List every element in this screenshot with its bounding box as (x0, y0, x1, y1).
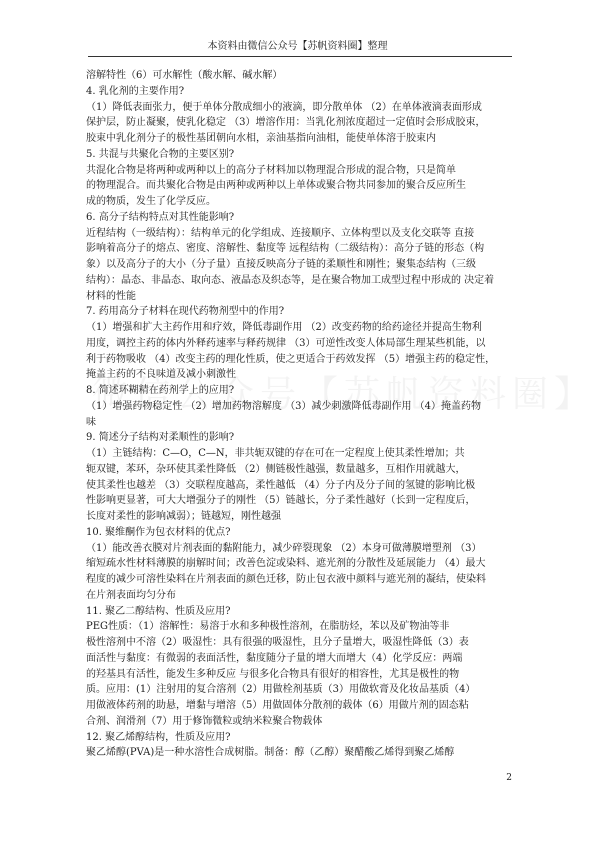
text-line: 保护层，防止凝聚，使乳化稳定 （3）增溶作用：当乳化剂浓度超过一定值时会形成胶束， (86, 117, 486, 129)
text-line: 用做液体药剂的助悬，增黏与增溶（5）用做固体分散剂的载体（6）用做片剂的固态粘 (86, 700, 469, 711)
text-line: 性影响更显著，可大大增强分子的刚性 （5）链越长，分子柔性越好（长到一定程度后， (86, 495, 476, 507)
text-line: 掩盖主药的不良味道及减小刺激性 (86, 369, 236, 381)
page-number: 2 (506, 773, 512, 783)
text-line: 味 (86, 416, 96, 428)
text-line: 象）以及高分子的大小（分子量）直接反映高分子链的柔顺性和刚性；聚集态结构（三级 (86, 259, 476, 270)
text-line: 共混化合物是将两种或两种以上的高分子材料加以物理混合形成的混合物，只是简单 (86, 164, 456, 176)
text-line: 使其柔性也越差 （3）交联程度越高，柔性越低 （4）分子内及分子间的氢键的影响比极 (86, 479, 476, 491)
text-line: 结构）：晶态、非晶态、取向态、液晶态及织态等，是在聚合物加工成型过程中形成的 决定着 (86, 274, 495, 286)
text-line: 的物理混合。而共聚化合物是由两种或两种以上单体或聚合物共同参加的聚合反应所生 (86, 180, 466, 192)
text-line: PEG性质：（1）溶解性：易溶于水和多种极性溶剂，在脂肪烃，苯以及矿物油等非 (86, 621, 450, 633)
text-line: 极性溶剂中不溶（2）吸湿性：具有很强的吸湿性，且分子量增大，吸湿性降低（3）表 (86, 637, 469, 648)
text-line: 11. 聚乙二醇结构、性质及应用? (86, 605, 231, 617)
page-header: 本资料由微信公众号【苏帆资料圈】整理 (207, 41, 388, 52)
text-line: 7. 药用高分子材料在现代药物剂型中的作用? (86, 306, 285, 318)
text-line: 胶束中乳化剂分子的极性基团朝向水相，亲油基指向油相，能使单体溶于胶束内 (86, 133, 436, 144)
text-line: 质。应用：(1）注射用的复合溶剂（2）用做栓剂基质（3）用做软膏及化妆品基质（4） (86, 684, 476, 696)
text-line: 材料的性能 (86, 290, 136, 302)
text-line: 10. 聚维酮作为包衣材料的优点? (86, 526, 231, 538)
text-line: （1）增强药物稳定性 （2）增加药物溶解度 （3）减少刺激降低毒副作用 （4）掩盖药物 (86, 400, 481, 412)
text-line: 的羟基具有活性，能发生多种反应 与很多化合物具有很好的相容性，尤其是极性的物 (86, 668, 460, 680)
text-line: 6. 高分子结构特点对其性能影响? (86, 211, 235, 223)
text-line: 缩短疏水性材料薄膜的崩解时间；改善色淀或染料、遮光剂的分散性及延展能力 （4）最大 (86, 558, 486, 570)
text-line: （1）能改善衣膜对片剂表面的黏附能力，减少碎裂现象 （2）本身可做薄膜增塑剂 （3） (86, 542, 482, 554)
document-body (86, 68, 516, 761)
text-line: （1）降低表面张力，便于单体分散成细小的液滴，即分散单体 （2）在单体液滴表面形成 (86, 101, 482, 113)
text-line: 程度的减少可溶性染料在片剂表面的颜色迁移，防止包衣液中颜料与遮光剂的凝结，使染料 (86, 574, 486, 585)
text-line: 用度，调控主药的体内外释药速率与释药规律 （3）可逆性改变人体局部生理某些机能，以 (86, 337, 486, 349)
text-line: 8. 简述环糊精在药剂学上的应用? (86, 385, 235, 396)
text-line: 4. 乳化剂的主要作用? (86, 85, 185, 97)
text-line: 5. 共混与共聚化合物的主要区别? (86, 148, 235, 160)
text-line: 近程结构（一级结构）：结构单元的化学组成、连接顺序、立体构型以及支化交联等 直接 (86, 227, 475, 239)
text-line: 12. 聚乙烯醇结构，性质及应用? (86, 731, 231, 743)
text-line: 溶解特性（6）可水解性（酸水解、碱水解） (86, 70, 283, 81)
text-line: 9. 简述分子结构对柔顺性的影响? (86, 432, 235, 444)
header-divider (88, 56, 512, 57)
text-line: 长度对柔性的影响减弱）；链越短，刚性越强 (86, 511, 281, 522)
text-line: 成的物质，发生了化学反应。 (86, 196, 216, 207)
text-line: 面活性与黏度：有微弱的表面活性，黏度随分子量的增大而增大（4）化学反应：两端 (86, 652, 463, 664)
text-line: 利于药物吸收 （4）改变主药的理化性质，使之更适合于药效发挥 （5）增强主药的稳定性， (86, 353, 496, 365)
text-line: （1）主链结构：C—O，C—N，非共轭双键的存在可在一定程度上使其柔性增加；共 (86, 448, 465, 459)
text-line: 聚乙烯醇(PVA)是一种水溶性合成树脂。制备：醇（乙醇）聚醋酸乙烯得到聚乙烯醇 (86, 747, 455, 759)
text-line: 轭双键，苯环，杂环使其柔性降低 （2）侧链极性越强，数量越多，互相作用就越大， (86, 463, 466, 475)
text-line: 合剂、润滑剂（7）用于修饰微粒或纳米粒聚合物载体 (86, 715, 323, 727)
text-line: 影响着高分子的熔点、密度、溶解性、黏度等 远程结构（二级结构）：高分子链的形态（构 (86, 243, 485, 255)
text-line: 在片剂表面均匀分布 (86, 589, 176, 601)
text-line: （1）增强和扩大主药作用和疗效，降低毒副作用 （2）改变药物的给药途径并提高生物利 (86, 322, 482, 333)
